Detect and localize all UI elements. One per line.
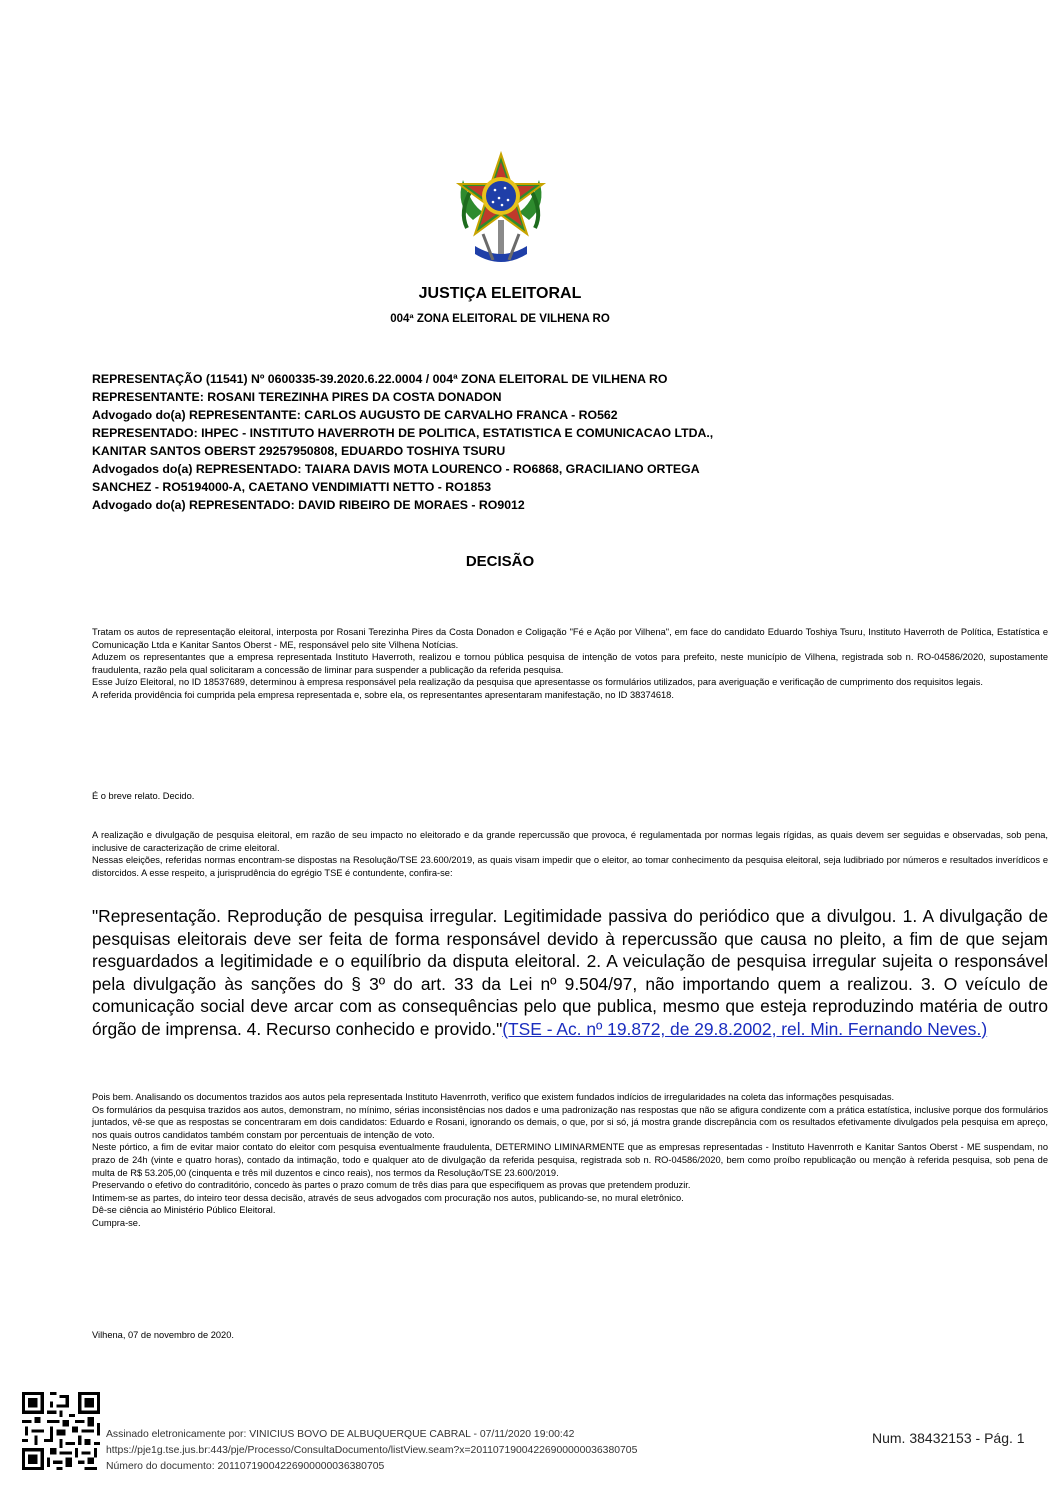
qr-code-icon <box>22 1392 100 1470</box>
paragraph: A referida providência foi cumprida pela empresa representada e, sobre ela, os representantes apresentaram manifestação, no ID 38374618. <box>92 689 674 700</box>
paragraph: Nessas eleições, referidas normas encontram-se dispostas na Resolução/TSE 23.600/2019, as quais visam impedir que o eleitor, ao tomar conhecimento da pesquisa eleitoral, seja ludibriado por números e resultados inverídicos e distorcidos. A esse respeito, a jurisprudência do egrégio TSE é contundente, confira-se: <box>92 855 1048 878</box>
legal-basis-paragraphs <box>92 829 1048 879</box>
page-number: Num. 38432153 - Pág. 1 <box>872 1430 1025 1446</box>
paragraph: Dê-se ciência ao Ministério Público Eleitoral. <box>92 1205 276 1216</box>
jurisprudence-quote <box>92 905 1048 1041</box>
consultation-url[interactable]: https://pje1g.tse.jus.br:443/pje/Processo/ConsultaDocumento/listView.seam?x=20110719004226900000036380705 <box>106 1445 638 1456</box>
brief-report-line: É o breve relato. Decido. <box>92 791 195 801</box>
paragraph: Esse Juízo Eleitoral, no ID 18537689, determinou à empresa responsável pela realização da pesquisa que apresentasse os formulários utilizados, para averiguação e verificação de cumprimento dos requisitos legais. <box>92 677 983 688</box>
quote-text: "Representação. Reprodução de pesquisa irregular. Legitimidade passiva do periódico que a divulgou. 1. A divulgação de pesquisas eleitorais deve ser feita de forma responsável devido à repercussão que causa no pleito, a fim de que sejam resguardados a legitimidade e o equilíbrio da disputa eleitoral. 2. A veiculação de pesquisa irregular sujeita o responsável pela divulgação às sanções do § 3º do art. 33 da Lei nº 9.504/97, não importando quem a realizou. 3. O veículo de comunicação social deve arcar com as consequências pelo que publica, mesmo que esteja reproduzindo matéria de outro órgão de imprensa. 4. Recurso conhecido e provido." <box>92 906 1048 1039</box>
paragraph: Os formulários da pesquisa trazidos aos autos, demonstram, no mínimo, sérias inconsistências nos dados e uma padronização nas respostas que não se afigura condizente com a prática estatística, inclusive porque dos formulários juntados, vê-se que as respostas se concentraram em dois candidatos: Eduardo e Rosani, ignorando os demais, o que, por si só, já mostra grande discrepância com os resultados efetivamente divulgados pela pesquisa em apreço, nos quais outros candidatos também constam por percentuais de intenção de voto. <box>92 1104 1048 1140</box>
decision-paragraphs <box>92 1091 1048 1230</box>
representado-lawyer-line: Advogado do(a) REPRESENTADO: DAVID RIBEIRO DE MORAES - RO9012 <box>92 498 525 512</box>
representado-lawyers-line: Advogados do(a) REPRESENTADO: TAIARA DAVIS MOTA LOURENCO - RO6868, GRACILIANO ORTEGA <box>92 462 700 476</box>
paragraph: Intimem-se as partes, do inteiro teor dessa decisão, através de seus advogados com procuração nos autos, publicando-se, no mural eletrônico. <box>92 1192 684 1203</box>
dateline: Vilhena, 07 de novembro de 2020. <box>92 1330 234 1340</box>
representado-line-cont: KANITAR SANTOS OBERST 29257950808, EDUARDO TOSHIYA TSURU <box>92 444 506 458</box>
document-number-line: Número do documento: 20110719004226900000036380705 <box>106 1461 385 1472</box>
electoral-zone-subtitle: 004ª ZONA ELEITORAL DE VILHENA RO <box>390 313 610 325</box>
case-parties-block <box>92 370 972 514</box>
decision-title: DECISÃO <box>465 553 535 570</box>
paragraph: Tratam os autos de representação eleitoral, interposta por Rosani Terezinha Pires da Costa Donadon e Coligação "Fé e Ação por Vilhena", em face do candidato Eduardo Toshiya Tsuru, Instituto Haverroth de Política, Estatística e Comunicação Ltda e Kanitar Santos Oberst - ME, responsável pelo site Vilhena Notícias. <box>92 627 1048 650</box>
signed-by-line: Assinado eletronicamente por: VINICIUS BOVO DE ALBUQUERQUE CABRAL - 07/11/2020 19:00:42 <box>106 1429 575 1440</box>
paragraph: Neste pórtico, a fim de evitar maior contato do eleitor com pesquisa eventualmente fraudulenta, DETERMINO LIMINARMENTE que as empresas representadas - Instituto Havenrroth e Kanitar Santos Oberst - ME suspendam, no prazo de 24h (vinte e quatro horas), contado da intimação, todo e qualquer ato de divulgação da referida pesquisa, registrada sob n. RO-04586/2020, bem como proíbo republicação ou menção à referida pesquisa, sob pena de multa de R$ 53.205,00 (cinquenta e três mil duzentos e cinco reais), nos termos da Resolução/TSE 23.600/2019. <box>92 1142 1048 1178</box>
court-title: JUSTIÇA ELEITORAL <box>418 285 582 302</box>
paragraph: A realização e divulgação de pesquisa eleitoral, em razão de seu impacto no eleitorado e da grande repercussão que provoca, é regulamentada por normas legais rígidas, as quais devem ser seguidas e observadas, sob pena, inclusive de caracterização de crime eleitoral. <box>92 830 1048 853</box>
case-number-line: REPRESENTAÇÃO (11541) Nº 0600335-39.2020.6.22.0004 / 004ª ZONA ELEITORAL DE VILHENA RO <box>92 372 668 386</box>
representado-lawyers-line-cont: SANCHEZ - RO5194000-A, CAETANO VENDIMIATTI NETTO - RO1853 <box>92 480 492 494</box>
paragraph: Cumpra-se. <box>92 1217 141 1228</box>
paragraph: Aduzem os representantes que a empresa representada Instituto Haverroth, realizou e tornou pública pesquisa de intenção de votos para prefeito, neste município de Vilhena, registrada sob n. RO-04586/2020, supostamente fraudulenta, razão pela qual solicitaram a concessão de liminar para suspender a publicação da referida pesquisa. <box>92 652 1048 675</box>
representado-line: REPRESENTADO: IHPEC - INSTITUTO HAVERROTH DE POLITICA, ESTATISTICA E COMUNICACAO LTDA., <box>92 426 714 440</box>
brazil-coat-of-arms-icon <box>453 150 549 276</box>
report-paragraphs <box>92 626 1048 702</box>
quote-citation-link[interactable]: (TSE - Ac. nº 19.872, de 29.8.2002, rel. Min. Fernando Neves.) <box>502 1018 988 1039</box>
paragraph: Pois bem. Analisando os documentos trazidos aos autos pela representada Instituto Havenrroth, verifico que existem fundados indícios de irregularidades na coleta das informações pesquisadas. <box>92 1092 895 1102</box>
paragraph: Preservando o efetivo do contraditório, concedo às partes o prazo comum de três dias para que especifiquem as provas que pretendem produzir. <box>92 1180 691 1191</box>
representante-line: REPRESENTANTE: ROSANI TEREZINHA PIRES DA COSTA DONADON <box>92 390 502 404</box>
representante-lawyer-line: Advogado do(a) REPRESENTANTE: CARLOS AUGUSTO DE CARVALHO FRANCA - RO562 <box>92 408 618 422</box>
signature-footer <box>106 1427 806 1475</box>
